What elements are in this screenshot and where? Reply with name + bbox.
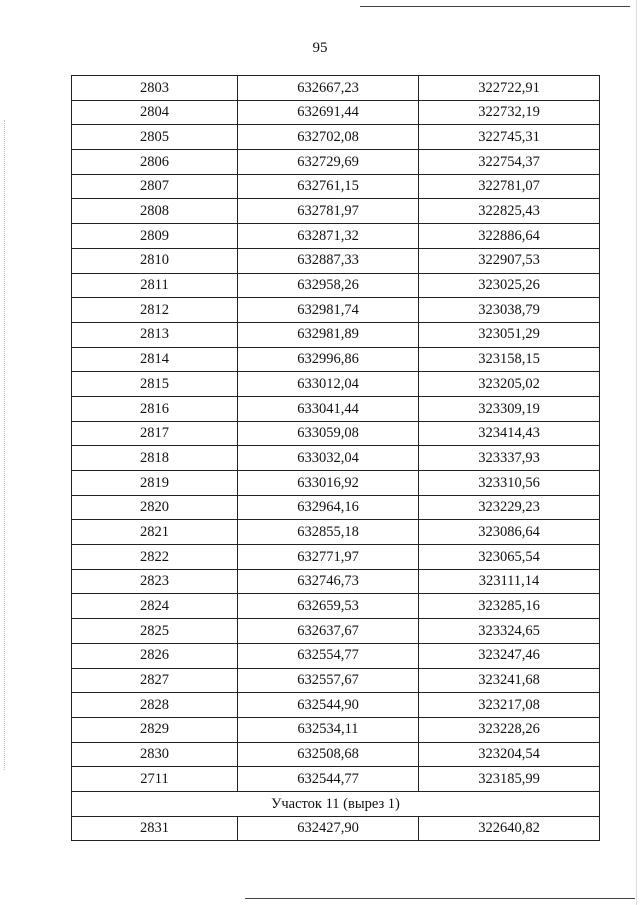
point-number-cell: 2829 [72, 717, 238, 742]
x-coordinate-cell: 632637,67 [238, 619, 419, 644]
table-row [72, 322, 600, 347]
point-number-cell: 2830 [72, 742, 238, 767]
table-row [72, 742, 600, 767]
point-number-cell: 2809 [72, 224, 238, 249]
point-number-cell: 2810 [72, 248, 238, 273]
x-coordinate-cell: 632761,15 [238, 174, 419, 199]
point-number-cell: 2813 [72, 322, 238, 347]
x-coordinate-cell: 632667,23 [238, 76, 419, 101]
x-coordinate-cell: 632871,32 [238, 224, 419, 249]
table-row [72, 174, 600, 199]
x-coordinate-cell: 632702,08 [238, 125, 419, 150]
x-coordinate-cell: 632427,90 [238, 816, 419, 841]
y-coordinate-cell: 322781,07 [419, 174, 600, 199]
x-coordinate-cell: 632746,73 [238, 569, 419, 594]
y-coordinate-cell: 323038,79 [419, 298, 600, 323]
table-row [72, 372, 600, 397]
x-coordinate-cell: 633012,04 [238, 372, 419, 397]
table-row [72, 76, 600, 101]
table-row [72, 273, 600, 298]
y-coordinate-cell: 322722,91 [419, 76, 600, 101]
x-coordinate-cell: 632964,16 [238, 495, 419, 520]
y-coordinate-cell: 322754,37 [419, 150, 600, 175]
point-number-cell: 2818 [72, 446, 238, 471]
point-number-cell: 2823 [72, 569, 238, 594]
x-coordinate-cell: 632554,77 [238, 643, 419, 668]
table-row [72, 199, 600, 224]
point-number-cell: 2820 [72, 495, 238, 520]
table-row [72, 594, 600, 619]
y-coordinate-cell: 323337,93 [419, 446, 600, 471]
x-coordinate-cell: 632659,53 [238, 594, 419, 619]
y-coordinate-cell: 323185,99 [419, 767, 600, 792]
point-number-cell: 2711 [72, 767, 238, 792]
point-number-cell: 2812 [72, 298, 238, 323]
x-coordinate-cell: 632887,33 [238, 248, 419, 273]
point-number-cell: 2816 [72, 396, 238, 421]
y-coordinate-cell: 322825,43 [419, 199, 600, 224]
y-coordinate-cell: 323086,64 [419, 520, 600, 545]
x-coordinate-cell: 632771,97 [238, 545, 419, 570]
y-coordinate-cell: 322745,31 [419, 125, 600, 150]
y-coordinate-cell: 323285,16 [419, 594, 600, 619]
y-coordinate-cell: 323247,46 [419, 643, 600, 668]
page-number: 95 [312, 40, 328, 56]
table-row [72, 125, 600, 150]
y-coordinate-cell: 323158,15 [419, 347, 600, 372]
table-row [72, 347, 600, 372]
point-number-cell: 2815 [72, 372, 238, 397]
point-number-cell: 2814 [72, 347, 238, 372]
x-coordinate-cell: 632534,11 [238, 717, 419, 742]
point-number-cell: 2806 [72, 150, 238, 175]
y-coordinate-cell: 323324,65 [419, 619, 600, 644]
y-coordinate-cell: 323229,23 [419, 495, 600, 520]
y-coordinate-cell: 323051,29 [419, 322, 600, 347]
y-coordinate-cell: 323204,54 [419, 742, 600, 767]
table-row [72, 471, 600, 496]
y-coordinate-cell: 323414,43 [419, 421, 600, 446]
table-row [72, 446, 600, 471]
table-row [72, 767, 600, 792]
scan-edge-top [360, 6, 630, 7]
x-coordinate-cell: 632996,86 [238, 347, 419, 372]
scan-edge-bottom [245, 898, 635, 899]
x-coordinate-cell: 633032,04 [238, 446, 419, 471]
coordinates-table [71, 75, 600, 841]
x-coordinate-cell: 632958,26 [238, 273, 419, 298]
x-coordinate-cell: 633041,44 [238, 396, 419, 421]
x-coordinate-cell: 632544,90 [238, 693, 419, 718]
y-coordinate-cell: 323228,26 [419, 717, 600, 742]
point-number-cell: 2819 [72, 471, 238, 496]
x-coordinate-cell: 632855,18 [238, 520, 419, 545]
section-header-row [72, 791, 600, 816]
y-coordinate-cell: 323205,02 [419, 372, 600, 397]
point-number-cell: 2824 [72, 594, 238, 619]
x-coordinate-cell: 632508,68 [238, 742, 419, 767]
point-number-cell: 2807 [72, 174, 238, 199]
x-coordinate-cell: 633059,08 [238, 421, 419, 446]
table-row [72, 495, 600, 520]
scan-margin-dots [4, 120, 6, 770]
coordinates-table-body [72, 76, 600, 841]
point-number-cell: 2804 [72, 100, 238, 125]
table-row [72, 693, 600, 718]
table-row [72, 816, 600, 841]
point-number-cell: 2817 [72, 421, 238, 446]
table-row [72, 619, 600, 644]
table-row [72, 100, 600, 125]
y-coordinate-cell: 323025,26 [419, 273, 600, 298]
point-number-cell: 2811 [72, 273, 238, 298]
x-coordinate-cell: 632691,44 [238, 100, 419, 125]
y-coordinate-cell: 323309,19 [419, 396, 600, 421]
y-coordinate-cell: 323065,54 [419, 545, 600, 570]
table-row [72, 248, 600, 273]
point-number-cell: 2808 [72, 199, 238, 224]
y-coordinate-cell: 323111,14 [419, 569, 600, 594]
table-row [72, 150, 600, 175]
x-coordinate-cell: 632981,74 [238, 298, 419, 323]
table-row [72, 520, 600, 545]
x-coordinate-cell: 632729,69 [238, 150, 419, 175]
table-row [72, 421, 600, 446]
point-number-cell: 2803 [72, 76, 238, 101]
y-coordinate-cell: 323310,56 [419, 471, 600, 496]
y-coordinate-cell: 322886,64 [419, 224, 600, 249]
table-row [72, 643, 600, 668]
y-coordinate-cell: 322640,82 [419, 816, 600, 841]
scan-edge-right [636, 0, 637, 905]
table-row [72, 298, 600, 323]
y-coordinate-cell: 322907,53 [419, 248, 600, 273]
point-number-cell: 2831 [72, 816, 238, 841]
point-number-cell: 2828 [72, 693, 238, 718]
table-row [72, 396, 600, 421]
point-number-cell: 2827 [72, 668, 238, 693]
y-coordinate-cell: 323241,68 [419, 668, 600, 693]
point-number-cell: 2822 [72, 545, 238, 570]
point-number-cell: 2826 [72, 643, 238, 668]
point-number-cell: 2825 [72, 619, 238, 644]
point-number-cell: 2805 [72, 125, 238, 150]
table-row [72, 668, 600, 693]
x-coordinate-cell: 632544,77 [238, 767, 419, 792]
x-coordinate-cell: 632781,97 [238, 199, 419, 224]
table-row [72, 569, 600, 594]
table-row [72, 545, 600, 570]
table-row [72, 224, 600, 249]
x-coordinate-cell: 633016,92 [238, 471, 419, 496]
y-coordinate-cell: 323217,08 [419, 693, 600, 718]
table-row [72, 717, 600, 742]
y-coordinate-cell: 322732,19 [419, 100, 600, 125]
x-coordinate-cell: 632557,67 [238, 668, 419, 693]
x-coordinate-cell: 632981,89 [238, 322, 419, 347]
point-number-cell: 2821 [72, 520, 238, 545]
section-title: Участок 11 (вырез 1) [72, 791, 600, 816]
